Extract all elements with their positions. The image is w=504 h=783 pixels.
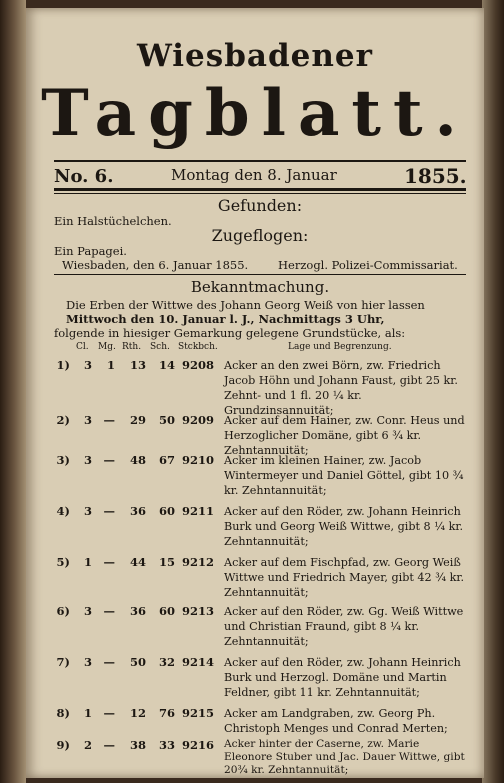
row-number: 3) [56,453,70,467]
row-ruthen: 48 [129,453,146,467]
row-stockbuch: 9209 [182,413,215,427]
row-ruthen: 44 [129,555,146,569]
row-schuh: 76 [158,706,175,720]
row-morgen: — [103,453,115,467]
row-schuh: 50 [158,413,175,427]
masthead-line1: Wiesbadener [137,38,373,74]
row-ruthen: 36 [129,504,146,518]
top-rule [54,160,466,162]
row-class: 3 [83,358,92,372]
row-description: Acker am Landgraben, zw. Georg Ph. Christoph Menges und Conrad Merten; [224,707,448,735]
notice-intro1: Die Erben der Wittwe des Johann Georg Weiß von hier lassen [66,298,425,312]
row-morgen: — [103,706,115,720]
flown-office: Herzogl. Polizei-Commissariat. [278,258,458,272]
row-stockbuch: 9215 [182,706,215,720]
row-description: Acker auf den Röder, zw. Johann Heinrich Burk und Georg Weiß Wittwe, gibt 8 ¼ kr. Zehntannuität; [224,505,464,548]
row-schuh: 33 [158,738,175,752]
found-heading: Gefunden: [217,196,303,215]
row-class: 3 [83,504,92,518]
book-edge-right [482,0,504,783]
row-schuh: 60 [158,504,175,518]
row-description: Acker an den zwei Börn, zw. Friedrich Jacob Höhn und Johann Faust, gibt 25 kr. Zehnt- und 1 fl. 20 ¼ kr. Grundzinsannuität; [224,359,458,417]
row-stockbuch: 9216 [182,738,215,752]
row-stockbuch: 9210 [182,453,215,467]
row-description: Acker im kleinen Hainer, zw. Jacob Wintermeyer und Daniel Göttel, gibt 10 ¾ kr. Zehntannuität; [224,454,464,497]
table-row [56,358,466,418]
section-rule [54,274,466,275]
row-description: Acker auf den Röder, zw. Johann Heinrich Burk und Herzogl. Domäne und Martin Feldner, gibt 11 kr. Zehntannuität; [224,656,461,699]
row-number: 7) [56,655,70,669]
row-morgen: — [103,738,115,752]
flown-item: Ein Papagei. [54,244,127,258]
row-schuh: 60 [158,604,175,618]
notice-intro2: Mittwoch den 10. Januar l. J., Nachmittags 3 Uhr, [66,312,385,326]
notice-heading: Bekanntmachung. [190,278,330,296]
col-lage: Lage und Begrenzung. [288,342,392,352]
found-item: Ein Halstüchelchen. [54,214,172,228]
row-schuh: 14 [158,358,175,372]
row-schuh: 15 [158,555,175,569]
row-class: 3 [83,413,92,427]
table-row [56,706,466,742]
row-number: 9) [56,738,70,752]
row-description: Acker auf dem Fischpfad, zw. Georg Weiß Wittwe und Friedrich Mayer, gibt 42 ¾ kr. Zehntannuität; [224,556,465,599]
row-class: 3 [83,655,92,669]
row-stockbuch: 9208 [182,358,215,372]
notice-intro3: folgende in hiesiger Gemarkung gelegene Grundstücke, als: [54,326,406,340]
issue-date: Montag den 8. Januar [171,166,337,184]
col-mg: Mg. [98,342,116,352]
row-number: 6) [56,604,70,618]
row-class: 3 [83,453,92,467]
row-class: 3 [83,604,92,618]
book-spine-left [0,0,26,783]
newspaper-page [26,8,484,778]
row-ruthen: 50 [129,655,146,669]
flown-place-date: Wiesbaden, den 6. Januar 1855. [62,258,249,272]
row-ruthen: 29 [129,413,146,427]
row-ruthen: 36 [129,604,146,618]
row-morgen: — [103,413,115,427]
col-rth: Rth. [122,342,142,352]
issue-number: No. 6. [54,166,114,187]
row-ruthen: 13 [129,358,146,372]
col-cl: Cl. [76,342,89,352]
issue-year: 1855. [404,164,467,188]
row-stockbuch: 9213 [182,604,215,618]
row-number: 4) [56,504,70,518]
row-number: 8) [56,706,70,720]
row-stockbuch: 9211 [182,504,215,518]
row-morgen: — [103,655,115,669]
row-schuh: 32 [158,655,175,669]
row-class: 2 [83,738,92,752]
header-rule-thin [54,193,466,194]
row-stockbuch: 9212 [182,555,215,569]
row-description: Acker auf den Röder, zw. Gg. Weiß Wittwe und Christian Fraund, gibt 8 ¼ kr. Zehntannuität; [224,605,464,648]
row-description: Acker auf dem Hainer, zw. Conr. Heus und Herzoglicher Domäne, gibt 6 ¾ kr. Zehntannuität; [224,414,465,457]
row-morgen: 1 [106,358,115,372]
row-class: 1 [83,555,92,569]
col-stckbch: Stckbch. [178,342,218,352]
header-rule-thick [54,188,466,191]
row-ruthen: 12 [129,706,146,720]
row-number: 1) [56,358,70,372]
row-morgen: — [103,604,115,618]
row-ruthen: 38 [129,738,146,752]
row-schuh: 67 [158,453,175,467]
masthead-title: Tagblatt. [41,76,469,151]
row-description: Acker hinter der Caserne, zw. Marie Eleonore Stuber und Jac. Dauer Wittwe, gibt 20¾ kr. Zehntannuität; [224,738,465,776]
table-row [56,738,466,778]
row-class: 1 [83,706,92,720]
col-sch: Sch. [150,342,170,352]
row-number: 5) [56,555,70,569]
row-morgen: — [103,555,115,569]
row-stockbuch: 9214 [182,655,215,669]
flown-heading: Zugeflogen: [211,226,309,245]
row-morgen: — [103,504,115,518]
row-number: 2) [56,413,70,427]
